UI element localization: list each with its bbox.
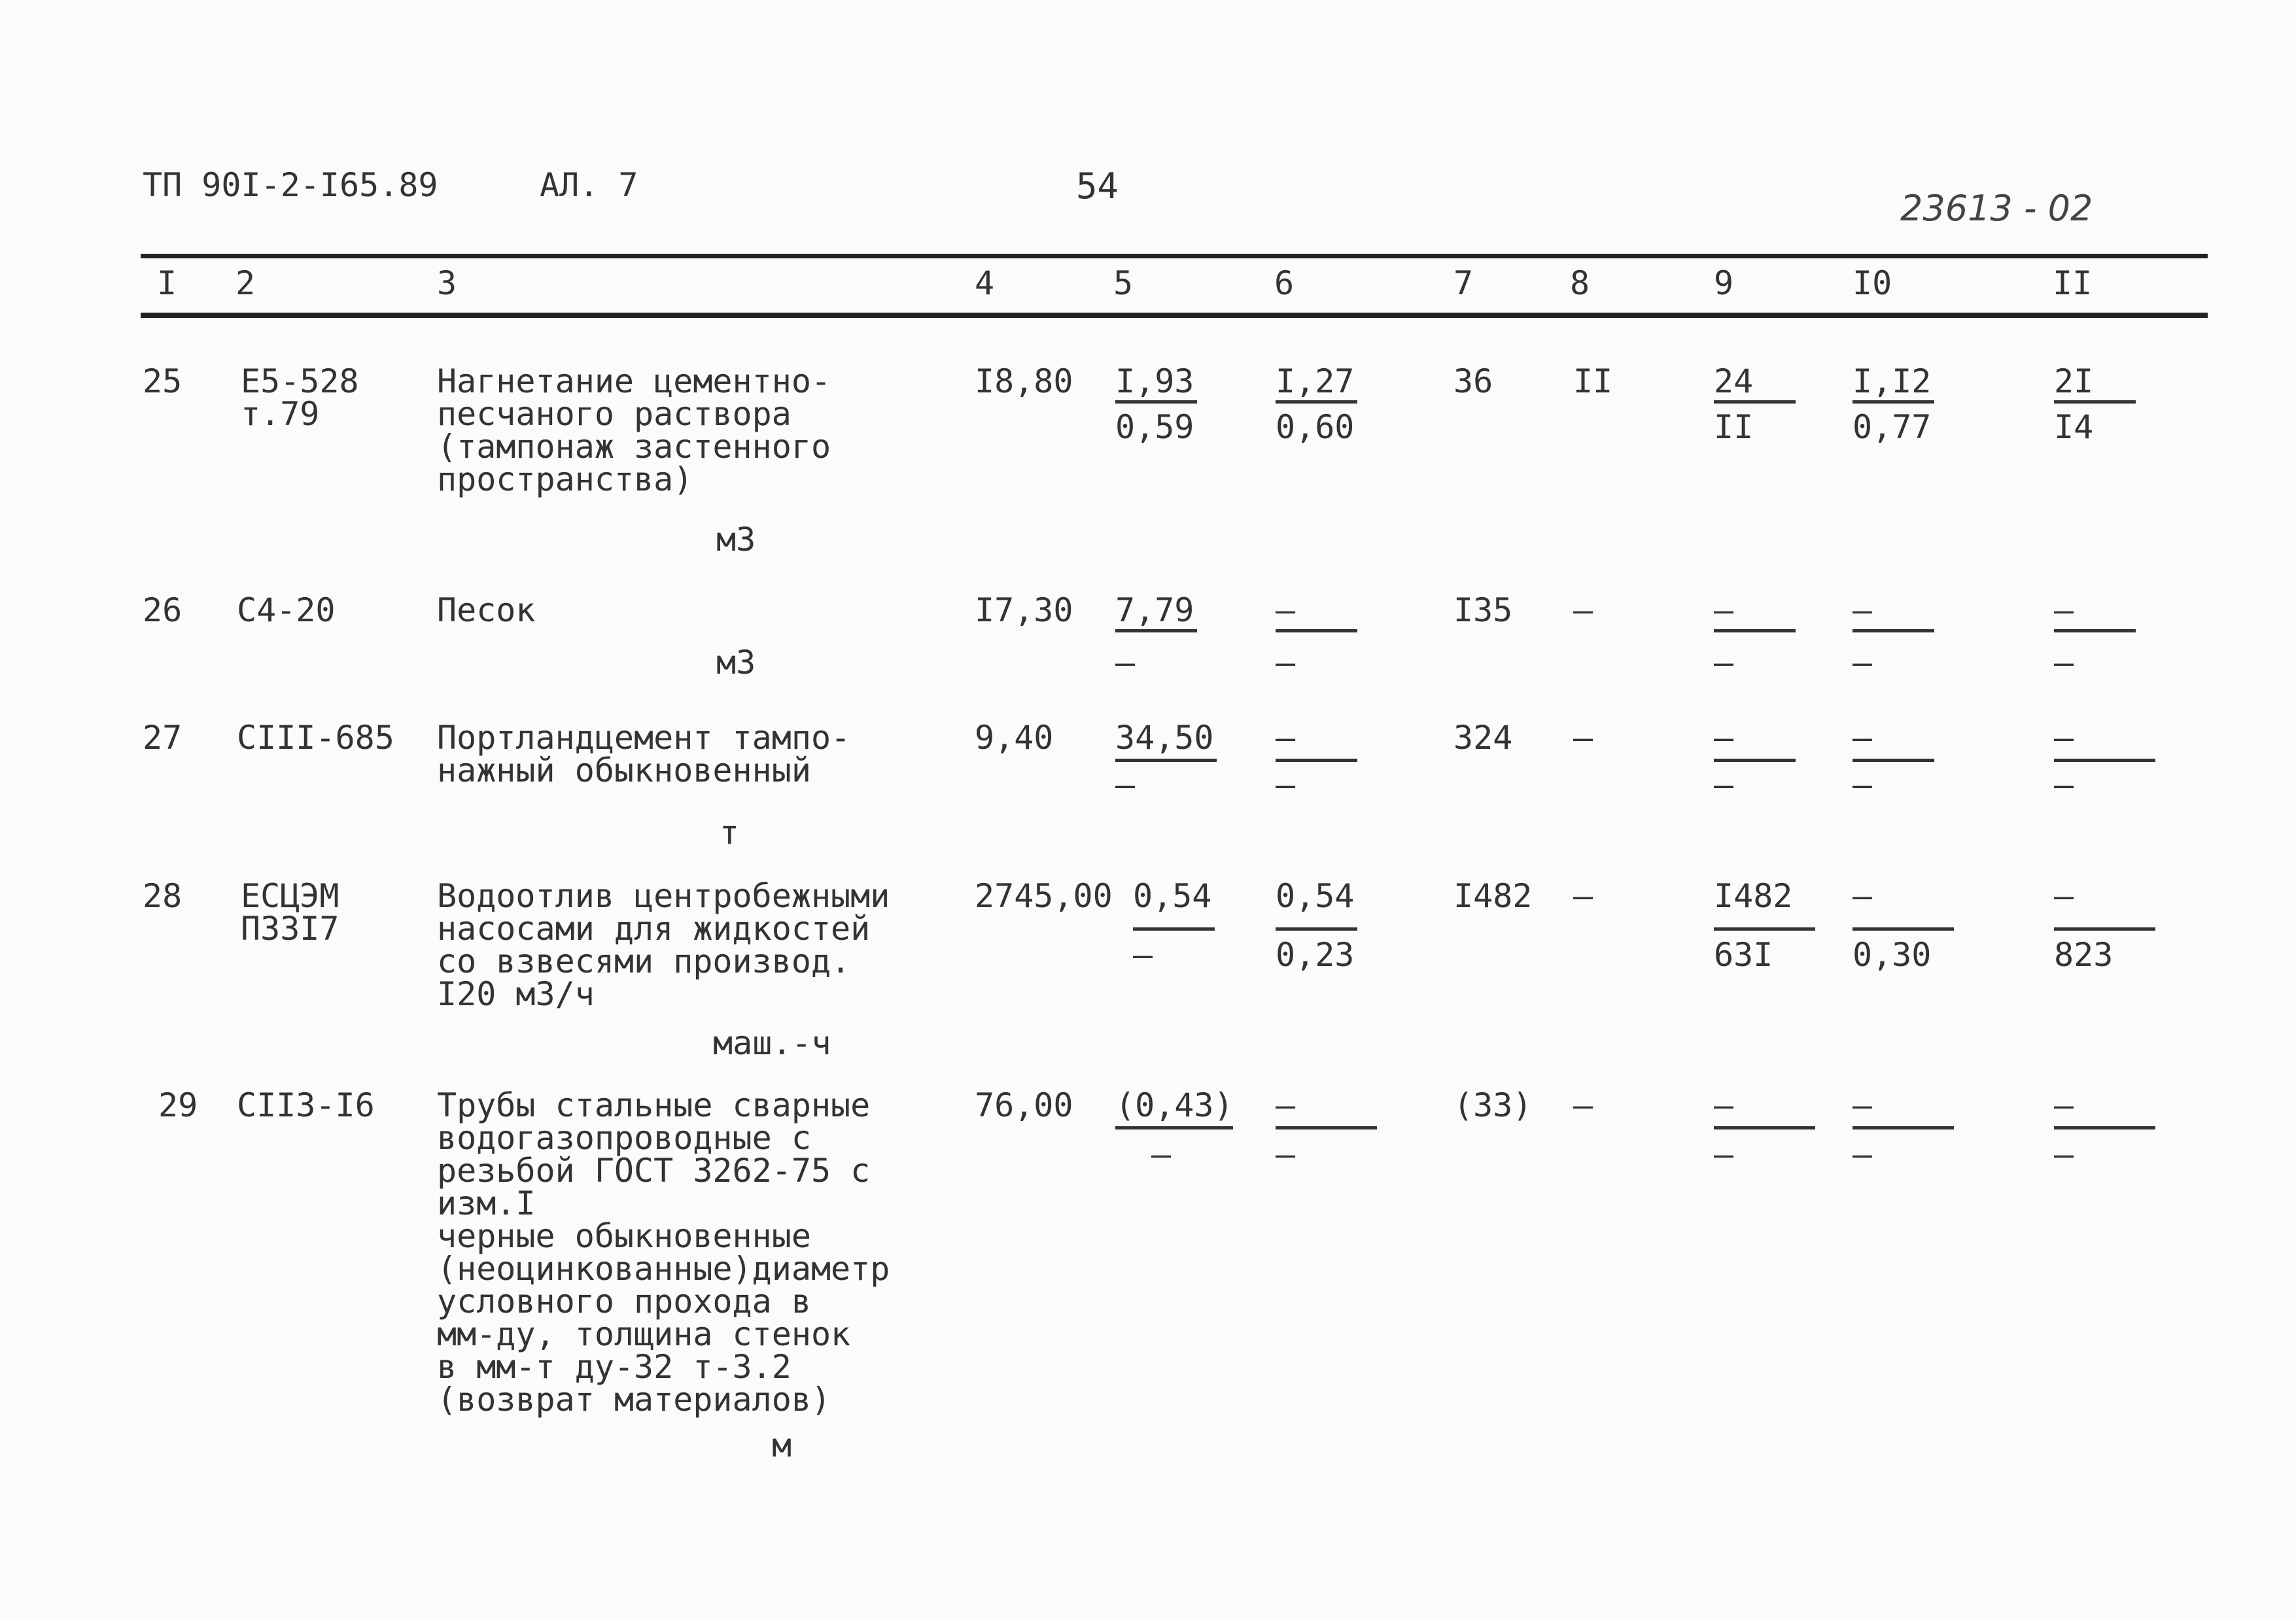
col9-bottom: – [1714,644,1734,681]
col9-top: – [1714,719,1734,757]
col7: 324 [1453,719,1513,757]
row-code: С4-20 [237,591,336,629]
col8: – [1573,1086,1593,1124]
column-header-11: II [2053,264,2093,302]
col8: II [1573,362,1613,400]
col9-top: – [1714,1086,1734,1124]
fraction-line [1276,759,1357,762]
fraction-line [1276,629,1357,632]
col11-bottom: I4 [2054,408,2094,446]
fraction-line [1852,927,1954,931]
col11-bottom: – [2054,644,2074,681]
row-code: СII3-I6 [237,1086,375,1124]
row-unit: маш.-ч [713,1024,831,1062]
row-description: Трубы стальные сварные водогазопроводные с резьбой ГОСТ 3262-75 с изм.I черные обыкновенные (неоцинкованные)диаметр условного прохода в мм-ду, толщина стенок в мм-т ду-32 т-3.2 (возврат материалов) [437,1086,890,1419]
col11-top: 2I [2054,362,2094,400]
fraction-line [2054,400,2136,404]
col10-top: – [1852,1086,1873,1124]
col8: – [1573,719,1593,757]
row-unit: м3 [716,521,756,559]
col5-bottom: – [1151,1135,1172,1173]
row-unit: т [720,814,740,852]
col6-bottom: 0,60 [1276,408,1355,446]
table-header-bottom-rule [141,313,2208,318]
col5-bottom: 0,59 [1115,408,1194,446]
row-number: 27 [143,719,183,757]
col5-top: 7,79 [1115,591,1194,629]
col7: 36 [1453,362,1493,400]
row-description: Водоотлив центробежными насосами для жидкостей со взвесями производ. I20 м3/ч [437,877,890,1013]
col6-bottom: – [1276,766,1296,804]
col6-bottom: – [1276,1135,1296,1173]
col10-bottom: – [1852,644,1873,681]
row-code: СIII-685 [237,719,394,757]
column-header-2: 2 [235,264,256,302]
column-header-8: 8 [1570,264,1590,302]
row-code: ЕСЦЭМ П33I7 [241,877,339,948]
col10-bottom: – [1852,766,1873,804]
col7: I482 [1453,877,1533,915]
col9-top: 24 [1714,362,1754,400]
col5-top: 34,50 [1115,719,1214,757]
col5-bottom: – [1133,936,1153,974]
col11-top: – [2054,877,2074,915]
document-code: ТП 90I-2-I65.89 [143,166,438,204]
column-header-4: 4 [975,264,995,302]
col10-top: – [1852,877,1873,915]
row-unit: м [772,1426,792,1464]
column-header-1: I [157,264,177,302]
fraction-line [2054,629,2136,632]
fraction-line [1714,927,1815,931]
col10-bottom: 0,77 [1852,408,1932,446]
col6-bottom: 0,23 [1276,936,1355,974]
row-quantity: 9,40 [975,719,1054,757]
fraction-line [1852,1126,1954,1129]
col6-top: – [1276,591,1296,629]
fraction-line [1714,629,1796,632]
row-description: Нагнетание цементно- песчаного раствора (тампонаж застенного пространства) [437,362,831,498]
col5-top: (0,43) [1115,1086,1234,1124]
col8: – [1573,591,1593,629]
table-top-rule [141,254,2208,258]
col6-top: 0,54 [1276,877,1355,915]
col10-top: – [1852,591,1873,629]
row-unit: м3 [716,644,756,681]
col6-top: I,27 [1276,362,1355,400]
col7: I35 [1453,591,1513,629]
col9-bottom: – [1714,766,1734,804]
col10-bottom: – [1852,1135,1873,1173]
column-header-6: 6 [1274,264,1295,302]
col11-top: – [2054,1086,2074,1124]
column-header-3: 3 [437,264,457,302]
col10-top: I,I2 [1852,362,1932,400]
column-header-10: I0 [1852,264,1892,302]
fraction-line [2054,759,2155,762]
fraction-line [1852,400,1934,404]
row-number: 29 [158,1086,198,1124]
fraction-line [1852,759,1934,762]
col6-top: – [1276,719,1296,757]
fraction-line [1115,1126,1233,1129]
row-number: 25 [143,362,183,400]
column-header-7: 7 [1453,264,1474,302]
fraction-line [1115,759,1217,762]
row-description: Портландцемент тампо- нажный обыкновенный [437,719,851,789]
column-header-5: 5 [1113,264,1134,302]
row-code: Е5-528 т.79 [241,362,359,433]
inventory-number: 23613 - 02 [1900,188,2093,229]
row-quantity: 76,00 [975,1086,1073,1124]
col11-bottom: 823 [2054,936,2113,974]
fraction-line [1852,629,1934,632]
col5-top: 0,54 [1133,877,1212,915]
col9-bottom: – [1714,1135,1734,1173]
fraction-line [1115,629,1197,632]
col8: – [1573,877,1593,915]
row-number: 26 [143,591,183,629]
col5-top: I,93 [1115,362,1194,400]
fraction-line [2054,927,2155,931]
col10-top: – [1852,719,1873,757]
col11-top: – [2054,591,2074,629]
fraction-line [1276,927,1357,931]
column-header-9: 9 [1714,264,1734,302]
col9-top: – [1714,591,1734,629]
col9-top: I482 [1714,877,1793,915]
col6-bottom: – [1276,644,1296,681]
col5-bottom: – [1115,766,1136,804]
page-number: 54 [1076,165,1119,207]
col11-bottom: – [2054,1135,2074,1173]
col9-bottom: II [1714,408,1754,446]
fraction-line [1714,759,1796,762]
fraction-line [2054,1126,2155,1129]
col11-top: – [2054,719,2074,757]
row-description: Песок [437,591,536,629]
col11-bottom: – [2054,766,2074,804]
row-quantity: 2745,00 [975,877,1113,915]
row-quantity: I7,30 [975,591,1073,629]
col9-bottom: 63I [1714,936,1773,974]
sheet-label: АЛ. 7 [540,166,638,204]
col5-bottom: – [1115,644,1136,681]
row-quantity: I8,80 [975,362,1073,400]
fraction-line [1276,1126,1377,1129]
row-number: 28 [143,877,183,915]
fraction-line [1133,927,1215,931]
col6-top: – [1276,1086,1296,1124]
fraction-line [1115,400,1197,404]
fraction-line [1276,400,1357,404]
col10-bottom: 0,30 [1852,936,1932,974]
fraction-line [1714,1126,1815,1129]
col7: (33) [1453,1086,1533,1124]
fraction-line [1714,400,1796,404]
